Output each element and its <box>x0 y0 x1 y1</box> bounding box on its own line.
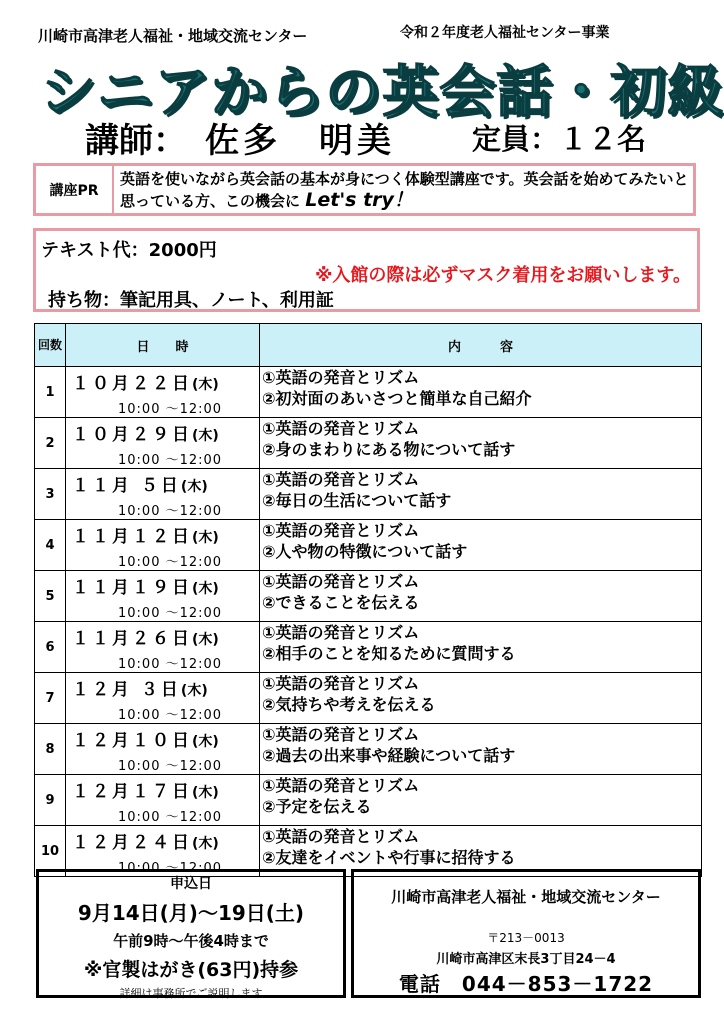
session-number: 2 <box>35 418 66 469</box>
course-title: シニアからの英会話・初級 <box>40 60 724 125</box>
contact-box <box>351 869 701 998</box>
session-content <box>260 367 702 418</box>
session-datetime <box>66 520 260 571</box>
table-row <box>35 367 702 418</box>
session-content-line2: ②毎日の生活について話す <box>262 491 452 510</box>
header-datetime: 日 時 <box>66 324 260 367</box>
info-box <box>33 228 700 312</box>
session-content-line2: ②人や物の特徴について話す <box>262 542 468 561</box>
session-content <box>260 469 702 520</box>
session-datetime <box>66 571 260 622</box>
session-date-text: １１月１９日 <box>72 578 192 598</box>
table-row <box>35 571 702 622</box>
session-date-text: １２月２４日 <box>72 833 192 853</box>
contact-organization: 川崎市高津老人福祉・地域交流センター <box>391 888 661 906</box>
session-weekday: (木) <box>192 836 219 852</box>
session-time: 10:00 ～12:00 <box>118 606 223 621</box>
session-weekday: (木) <box>192 734 219 750</box>
table-row <box>35 622 702 673</box>
session-content-line2: ②過去の出来事や経験について話す <box>262 746 516 765</box>
session-date-text: １１月 ５日 <box>72 476 181 496</box>
session-weekday: (木) <box>192 581 219 597</box>
session-content-line1: ①英語の発音とリズム <box>262 725 420 744</box>
session-time: 10:00 ～12:00 <box>118 708 223 723</box>
application-note: 詳細は事務所でご説明します <box>119 987 263 1000</box>
session-date-text: １２月 ３日 <box>72 680 181 700</box>
session-date-text: １２月１７日 <box>72 782 192 802</box>
session-content-line2: ②相手のことを知るために質問する <box>262 644 516 663</box>
session-weekday: (木) <box>180 683 208 699</box>
session-content-line2: ②友達をイベントや行事に招待する <box>262 848 516 867</box>
session-time: 10:00 ～12:00 <box>118 657 223 672</box>
contact-address: 川崎市高津区末長3丁目24－4 <box>436 952 616 967</box>
session-date <box>66 828 259 853</box>
session-date <box>66 420 259 445</box>
session-datetime <box>66 724 260 775</box>
session-time: 10:00 ～12:00 <box>118 402 223 417</box>
pr-label: 講座PR <box>36 166 114 213</box>
header-organization: 川崎市高津老人福祉・地域交流センター <box>38 27 308 45</box>
instructor <box>85 113 395 162</box>
session-datetime <box>66 673 260 724</box>
session-date <box>66 573 259 598</box>
session-date <box>66 522 259 547</box>
application-hours: 午前9時～午後4時まで <box>113 932 269 950</box>
table-row <box>35 418 702 469</box>
session-content-line1: ①英語の発音とリズム <box>262 368 420 387</box>
session-time: 10:00 ～12:00 <box>118 810 223 825</box>
lets-try: Let's try！ <box>305 189 413 211</box>
capacity: 定員：１２名 <box>472 122 647 156</box>
session-weekday: (木) <box>192 530 219 546</box>
session-date-text: １０月２９日 <box>72 425 192 445</box>
session-content-line2: ②初対面のあいさつと簡単な自己紹介 <box>262 389 532 408</box>
session-time: 10:00 ～12:00 <box>118 759 223 774</box>
contact-zip: 〒213－0013 <box>487 931 565 945</box>
session-number: 5 <box>35 571 66 622</box>
application-dates: 9月14日(月)～19日(土) <box>77 901 305 925</box>
pr-box <box>33 163 696 216</box>
session-weekday: (木) <box>180 479 208 495</box>
application-box <box>36 869 346 998</box>
session-weekday: (木) <box>192 377 219 393</box>
session-content-line2: ②できることを伝える <box>262 593 420 612</box>
session-content-line1: ①英語の発音とリズム <box>262 674 420 693</box>
session-content <box>260 775 702 826</box>
table-row <box>35 775 702 826</box>
session-date <box>66 726 259 751</box>
session-datetime <box>66 418 260 469</box>
schedule-table <box>34 323 702 877</box>
pr-text <box>120 169 689 212</box>
session-content <box>260 622 702 673</box>
session-number: 9 <box>35 775 66 826</box>
table-row <box>35 520 702 571</box>
session-time: 10:00 ～12:00 <box>118 453 223 468</box>
session-number: 10 <box>35 826 66 877</box>
session-date <box>66 675 259 700</box>
session-date-text: １２月１０日 <box>72 731 192 751</box>
mask-notice: ※入館の際は必ずマスク着用をお願いします。 <box>314 265 691 286</box>
session-content-line1: ①英語の発音とリズム <box>262 419 420 438</box>
session-date <box>66 471 259 496</box>
session-content-line1: ①英語の発音とリズム <box>262 623 420 642</box>
session-content-line1: ①英語の発音とリズム <box>262 827 420 846</box>
application-title: 申込日 <box>170 876 212 892</box>
session-date-text: １１月２６日 <box>72 629 192 649</box>
session-content <box>260 418 702 469</box>
table-row <box>35 469 702 520</box>
session-date-text: １１月１２日 <box>72 527 192 547</box>
fiscal-year: 令和２年度老人福祉センター事業 <box>400 25 610 41</box>
session-number: 8 <box>35 724 66 775</box>
session-number: 6 <box>35 622 66 673</box>
schedule-header-row <box>35 324 702 367</box>
session-datetime <box>66 622 260 673</box>
session-time: 10:00 ～12:00 <box>118 555 223 570</box>
session-content <box>260 520 702 571</box>
instructor-name: 佐多 明美 <box>205 121 395 161</box>
session-weekday: (木) <box>192 632 219 648</box>
session-content <box>260 571 702 622</box>
instructor-label: 講師： <box>85 121 187 161</box>
session-number: 3 <box>35 469 66 520</box>
session-datetime <box>66 775 260 826</box>
textbook-fee: テキスト代：2000円 <box>41 240 217 261</box>
session-time: 10:00 ～12:00 <box>118 861 223 876</box>
session-content-line1: ①英語の発音とリズム <box>262 572 420 591</box>
items-to-bring: 持ち物：筆記用具、ノート、利用証 <box>48 290 334 311</box>
session-time: 10:00 ～12:00 <box>118 504 223 519</box>
application-postcard: ※官製はがき(63円)持参 <box>83 959 299 981</box>
session-weekday: (木) <box>192 428 219 444</box>
session-number: 4 <box>35 520 66 571</box>
contact-phone: 電話 044－853－1722 <box>398 972 654 996</box>
session-date <box>66 624 259 649</box>
table-row <box>35 724 702 775</box>
session-number: 1 <box>35 367 66 418</box>
header-number: 回数 <box>35 324 66 367</box>
session-date <box>66 369 259 394</box>
session-weekday: (木) <box>192 785 219 801</box>
session-content-line1: ①英語の発音とリズム <box>262 470 420 489</box>
session-content <box>260 724 702 775</box>
session-content-line1: ①英語の発音とリズム <box>262 776 420 795</box>
session-content-line2: ②身のまわりにある物について話す <box>262 440 516 459</box>
header-content: 内 容 <box>260 324 702 367</box>
pr-body: 英語を使いながら英会話の基本が身につく体験型講座です。英会話を始めてみたいと思っている方、この機会に <box>120 170 689 210</box>
session-content-line2: ②気持ちや考えを伝える <box>262 695 436 714</box>
session-date-text: １０月２２日 <box>72 374 192 394</box>
session-date <box>66 777 259 802</box>
session-content-line1: ①英語の発音とリズム <box>262 521 420 540</box>
table-row <box>35 673 702 724</box>
session-content <box>260 673 702 724</box>
session-number: 7 <box>35 673 66 724</box>
session-datetime <box>66 469 260 520</box>
session-content-line2: ②予定を伝える <box>262 797 372 816</box>
session-datetime <box>66 367 260 418</box>
